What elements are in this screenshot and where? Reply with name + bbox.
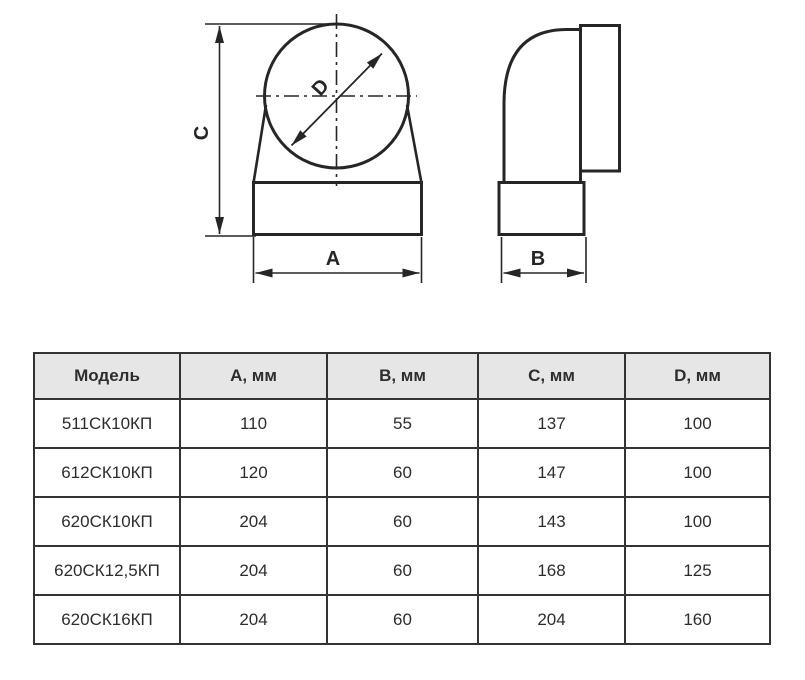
flat-duct-base-side — [499, 183, 584, 235]
model-cell: 620СК16КП — [34, 595, 180, 644]
b-dimension-label: B — [530, 248, 546, 270]
c-cell: 143 — [478, 497, 625, 546]
c-cell: 137 — [478, 399, 625, 448]
d-cell: 100 — [625, 448, 770, 497]
model-cell: 511СК10КП — [34, 399, 180, 448]
round-outlet-flange — [581, 26, 620, 172]
transition-right-edge — [407, 105, 422, 183]
d-cell: 100 — [625, 497, 770, 546]
model-cell: 620СК10КП — [34, 497, 180, 546]
col-header-d: D, мм — [625, 353, 770, 399]
col-header-b: В, мм — [327, 353, 478, 399]
front-view-drawing — [191, 14, 422, 283]
table-header-row — [34, 353, 770, 399]
a-cell: 204 — [180, 595, 327, 644]
b-cell: 60 — [327, 546, 478, 595]
b-cell: 60 — [327, 448, 478, 497]
a-cell: 204 — [180, 546, 327, 595]
c-cell: 204 — [478, 595, 625, 644]
b-cell: 60 — [327, 497, 478, 546]
a-cell: 204 — [180, 497, 327, 546]
technical-drawing — [0, 0, 805, 330]
d-cell: 100 — [625, 399, 770, 448]
model-cell: 612СК10КП — [34, 448, 180, 497]
c-cell: 168 — [478, 546, 625, 595]
b-cell: 55 — [327, 399, 478, 448]
d-dimension-label: D — [307, 74, 334, 101]
c-cell: 147 — [478, 448, 625, 497]
col-header-c: С, мм — [478, 353, 625, 399]
elbow-body-outline — [504, 30, 581, 184]
a-cell: 110 — [180, 399, 327, 448]
d-cell: 125 — [625, 546, 770, 595]
table-row — [34, 497, 770, 546]
table-row — [34, 546, 770, 595]
table-row — [34, 448, 770, 497]
transition-left-edge — [254, 105, 267, 183]
col-header-a: А, мм — [180, 353, 327, 399]
dimensions-table — [33, 352, 771, 645]
c-dimension-label: C — [191, 125, 213, 141]
b-cell: 60 — [327, 595, 478, 644]
table-row — [34, 399, 770, 448]
a-dimension-label: A — [325, 248, 341, 270]
side-view-drawing — [499, 26, 620, 284]
model-cell: 620СК12,5КП — [34, 546, 180, 595]
d-cell: 160 — [625, 595, 770, 644]
table-row — [34, 595, 770, 644]
a-cell: 120 — [180, 448, 327, 497]
flat-duct-base-front — [254, 183, 422, 235]
col-header-model: Модель — [34, 353, 180, 399]
duct-elbow-diagram — [0, 0, 805, 330]
